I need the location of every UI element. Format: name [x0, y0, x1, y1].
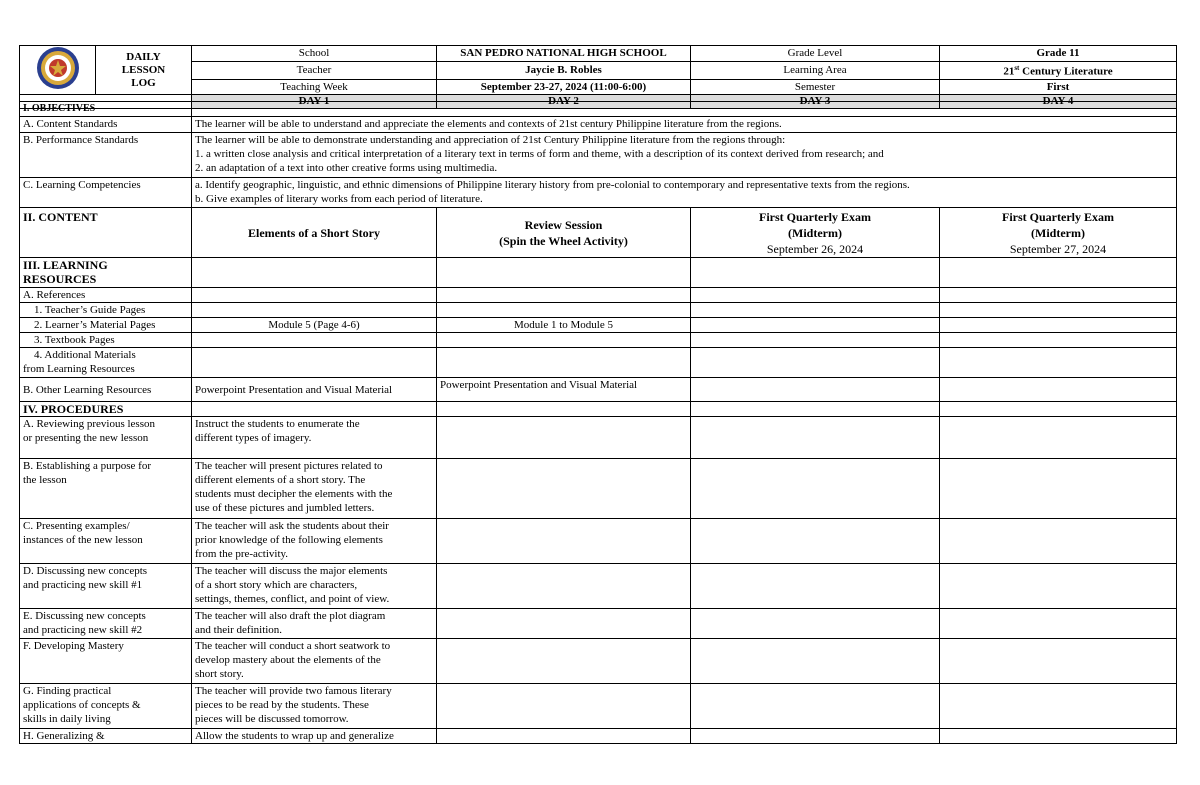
- cell: [437, 348, 691, 378]
- other-resources-label: B. Other Learning Resources: [20, 378, 192, 402]
- teaching-week-label: Teaching Week: [192, 80, 437, 95]
- grade-level-value: Grade 11: [940, 46, 1177, 62]
- procedure-a-label-line: or presenting the new lesson: [23, 432, 149, 444]
- cell: [437, 258, 691, 288]
- title-line-2: LESSON: [121, 63, 166, 76]
- cell: [940, 333, 1177, 348]
- cell: [691, 729, 940, 744]
- procedure-f-label-line: F. Developing Mastery: [23, 640, 124, 652]
- content-heading: II. CONTENT: [20, 208, 192, 258]
- procedure-d-text-line: of a short story which are characters,: [195, 579, 358, 591]
- procedure-a-label-line: A. Reviewing previous lesson: [23, 418, 155, 430]
- procedure-g-label-line: G. Finding practical: [23, 685, 112, 697]
- cell: [940, 318, 1177, 333]
- procedure-g-day-1: [192, 684, 437, 729]
- procedure-e-label-line: E. Discussing new concepts: [23, 610, 146, 622]
- procedure-b-label-line: the lesson: [23, 474, 67, 486]
- content-standards-label: A. Content Standards: [20, 117, 192, 133]
- day-2-header: DAY 2: [437, 95, 691, 109]
- cell: [940, 609, 1177, 639]
- cell: [940, 348, 1177, 378]
- grade-level-label: Grade Level: [691, 46, 940, 62]
- performance-standards-text: [192, 133, 1177, 178]
- objectives-heading-fill: [192, 102, 1177, 117]
- cell: [691, 258, 940, 288]
- cell: [691, 519, 940, 564]
- procedure-f-text-line: The teacher will conduct a short seatwork to: [195, 640, 391, 652]
- procedure-d-day-1: [192, 564, 437, 609]
- procedure-a-label: [20, 417, 192, 459]
- procedure-g-text-line: pieces to be read by the students. These: [195, 699, 369, 711]
- cell: [437, 684, 691, 729]
- objectives-heading: I. OBJECTIVES: [20, 102, 192, 117]
- performance-standards-line: The learner will be able to demonstrate understanding and appreciation of 21st Century Philippine literature from the regions through:: [195, 134, 786, 146]
- cell: [940, 684, 1177, 729]
- learning-area-label: Learning Area: [691, 61, 940, 80]
- learning-competencies-text: [192, 178, 1177, 208]
- procedure-g-label-line: applications of concepts &: [23, 699, 141, 711]
- cell: [691, 378, 940, 402]
- content-standards-text: The learner will be able to understand and appreciate the elements and contexts of 21st century Philippine literature from the regions.: [192, 117, 1177, 133]
- school-label: School: [192, 46, 437, 62]
- content-day-4-date: September 27, 2024: [1009, 242, 1107, 256]
- day-4-header: DAY 4: [940, 95, 1177, 109]
- additional-materials-line-2: from Learning Resources: [23, 363, 135, 375]
- semester-value: First: [940, 80, 1177, 95]
- cell: [437, 519, 691, 564]
- content-day-4-line-1: First Quarterly Exam: [1002, 210, 1114, 224]
- deped-seal-icon: [36, 46, 80, 90]
- procedure-d-label-line: and practicing new skill #1: [23, 579, 143, 591]
- learning-area-value: [940, 61, 1177, 80]
- procedure-a-text-line: Instruct the students to enumerate the: [195, 418, 360, 430]
- content-day-3-line-1: First Quarterly Exam: [759, 210, 871, 224]
- title-line-3: LOG: [131, 76, 156, 89]
- cell: [940, 564, 1177, 609]
- cell: [192, 258, 437, 288]
- school-logo-cell: [20, 46, 96, 95]
- procedure-c-label-line: C. Presenting examples/: [23, 520, 130, 532]
- cell: [437, 564, 691, 609]
- teacher-value: Jaycie B. Robles: [437, 61, 691, 80]
- cell: [192, 348, 437, 378]
- content-day-3: [691, 208, 940, 258]
- daily-lesson-log-title: [96, 46, 192, 95]
- learning-competency-line: a. Identify geographic, linguistic, and ethnic dimensions of Philippine literary history from pre-colonial to contemporary and representative texts from the regions.: [195, 179, 910, 191]
- procedure-h-label-line: H. Generalizing &: [23, 730, 105, 742]
- procedure-b-day-1: [192, 459, 437, 519]
- procedure-e-label: [20, 609, 192, 639]
- cell: [940, 378, 1177, 402]
- content-day-3-date: September 26, 2024: [766, 242, 864, 256]
- procedure-h-label: [20, 729, 192, 744]
- procedure-c-text-line: from the pre-activity.: [195, 548, 289, 560]
- other-resources-day-1: Powerpoint Presentation and Visual Material: [192, 378, 437, 402]
- procedure-c-label: [20, 519, 192, 564]
- learning-competencies-label: C. Learning Competencies: [20, 178, 192, 208]
- content-day-2: [437, 208, 691, 258]
- procedure-f-text-line: develop mastery about the elements of the: [195, 654, 381, 666]
- procedure-b-text-line: different elements of a short story. The: [195, 474, 366, 486]
- learners-material-day-1: Module 5 (Page 4-6): [192, 318, 437, 333]
- procedure-b-text-line: students must decipher the elements with the: [195, 488, 393, 500]
- performance-standards-line: 1. a written close analysis and critical interpretation of a literary text in terms of form and theme, with a description of its context derived from research; and: [195, 148, 884, 160]
- cell: [691, 564, 940, 609]
- cell: [940, 459, 1177, 519]
- cell: [691, 402, 940, 417]
- learning-area-rest: Century Literature: [1019, 65, 1113, 78]
- cell: [437, 417, 691, 459]
- teaching-week-value: September 23-27, 2024 (11:00-6:00): [437, 80, 691, 95]
- procedure-e-label-line: and practicing new skill #2: [23, 624, 143, 636]
- cell: [940, 258, 1177, 288]
- cell: [940, 417, 1177, 459]
- procedures-heading: IV. PROCEDURES: [20, 402, 192, 417]
- procedure-b-text-line: The teacher will present pictures related to: [195, 460, 383, 472]
- content-day-2-line-1: Review Session: [524, 217, 603, 232]
- procedure-a-text-line: different types of imagery.: [195, 432, 312, 444]
- cell: [691, 348, 940, 378]
- learning-resources-heading-line-1: III. LEARNING: [23, 258, 108, 272]
- cell: [437, 303, 691, 318]
- semester-label: Semester: [691, 80, 940, 95]
- learning-competency-line: b. Give examples of literary works from each period of literature.: [195, 193, 483, 205]
- cell: [437, 459, 691, 519]
- learning-area-sup: st: [1014, 64, 1020, 73]
- procedure-c-text-line: The teacher will ask the students about their: [195, 520, 389, 532]
- cell: [691, 459, 940, 519]
- textbook-label: 3. Textbook Pages: [20, 333, 192, 348]
- content-day-2-line-2: (Spin the Wheel Activity): [499, 233, 628, 248]
- performance-standards-line: 2. an adaptation of a text into other creative forms using multimedia.: [195, 162, 498, 174]
- procedure-b-label-line: B. Establishing a purpose for: [23, 460, 152, 472]
- cell: [691, 288, 940, 303]
- procedure-b-label: [20, 459, 192, 519]
- procedure-c-label-line: instances of the new lesson: [23, 534, 143, 546]
- procedure-b-text-line: use of these pictures and jumbled letters.: [195, 502, 375, 514]
- cell: [437, 609, 691, 639]
- cell: [940, 303, 1177, 318]
- cell: [437, 729, 691, 744]
- procedure-e-text-line: The teacher will also draft the plot diagram: [195, 610, 386, 622]
- learners-material-label: 2. Learner’s Material Pages: [20, 318, 192, 333]
- procedure-g-label: [20, 684, 192, 729]
- content-day-4-line-2: (Midterm): [1031, 226, 1085, 240]
- lesson-log-table: [19, 101, 1177, 744]
- title-line-1: DAILY: [126, 50, 161, 63]
- procedure-g-label-line: skills in daily living: [23, 713, 111, 725]
- procedure-e-day-1: [192, 609, 437, 639]
- cell: [940, 639, 1177, 684]
- procedure-a-day-1: [192, 417, 437, 459]
- additional-materials-label: [20, 348, 192, 378]
- cell: [691, 303, 940, 318]
- other-resources-day-2: Powerpoint Presentation and Visual Material: [437, 378, 691, 402]
- procedure-c-text-line: prior knowledge of the following elements: [195, 534, 383, 546]
- procedure-f-label: [20, 639, 192, 684]
- cell: [940, 402, 1177, 417]
- cell: [940, 519, 1177, 564]
- teacher-label: Teacher: [192, 61, 437, 80]
- procedure-g-text-line: pieces will be discussed tomorrow.: [195, 713, 349, 725]
- procedure-f-day-1: [192, 639, 437, 684]
- cell: [691, 684, 940, 729]
- procedure-d-text-line: The teacher will discuss the major elements: [195, 565, 388, 577]
- cell: [691, 609, 940, 639]
- procedure-c-day-1: [192, 519, 437, 564]
- header-table: [19, 45, 1177, 109]
- procedure-e-text-line: and their definition.: [195, 624, 283, 636]
- procedure-d-label: [20, 564, 192, 609]
- performance-standards-label: B. Performance Standards: [20, 133, 192, 178]
- procedure-d-label-line: D. Discussing new concepts: [23, 565, 148, 577]
- learning-area-num: 21: [1003, 65, 1015, 78]
- procedure-h-day-1: [192, 729, 437, 744]
- content-day-3-line-2: (Midterm): [788, 226, 842, 240]
- cell: [192, 333, 437, 348]
- cell: [691, 333, 940, 348]
- procedure-h-text-line: Allow the students to wrap up and generalize: [195, 730, 394, 742]
- learners-material-day-2: Module 1 to Module 5: [437, 318, 691, 333]
- learning-resources-heading-line-2: RESOURCES: [23, 272, 97, 286]
- cell: [691, 417, 940, 459]
- cell: [940, 729, 1177, 744]
- cell: [437, 639, 691, 684]
- cell: [437, 402, 691, 417]
- cell: [691, 639, 940, 684]
- school-value: SAN PEDRO NATIONAL HIGH SCHOOL: [437, 46, 691, 62]
- day-1-header: DAY 1: [192, 95, 437, 109]
- additional-materials-line-1: 4. Additional Materials: [34, 349, 136, 361]
- cell: [437, 288, 691, 303]
- procedure-d-text-line: settings, themes, conflict, and point of view.: [195, 593, 390, 605]
- content-day-1: Elements of a Short Story: [192, 208, 437, 258]
- procedure-f-text-line: short story.: [195, 668, 244, 680]
- procedure-g-text-line: The teacher will provide two famous literary: [195, 685, 392, 697]
- content-day-4: [940, 208, 1177, 258]
- cell: [940, 288, 1177, 303]
- teachers-guide-label: 1. Teacher’s Guide Pages: [20, 303, 192, 318]
- references-label: A. References: [20, 288, 192, 303]
- cell: [192, 288, 437, 303]
- cell: [192, 402, 437, 417]
- cell: [691, 318, 940, 333]
- cell: [437, 333, 691, 348]
- cell: [192, 303, 437, 318]
- learning-resources-heading: [20, 258, 192, 288]
- day-3-header: DAY 3: [691, 95, 940, 109]
